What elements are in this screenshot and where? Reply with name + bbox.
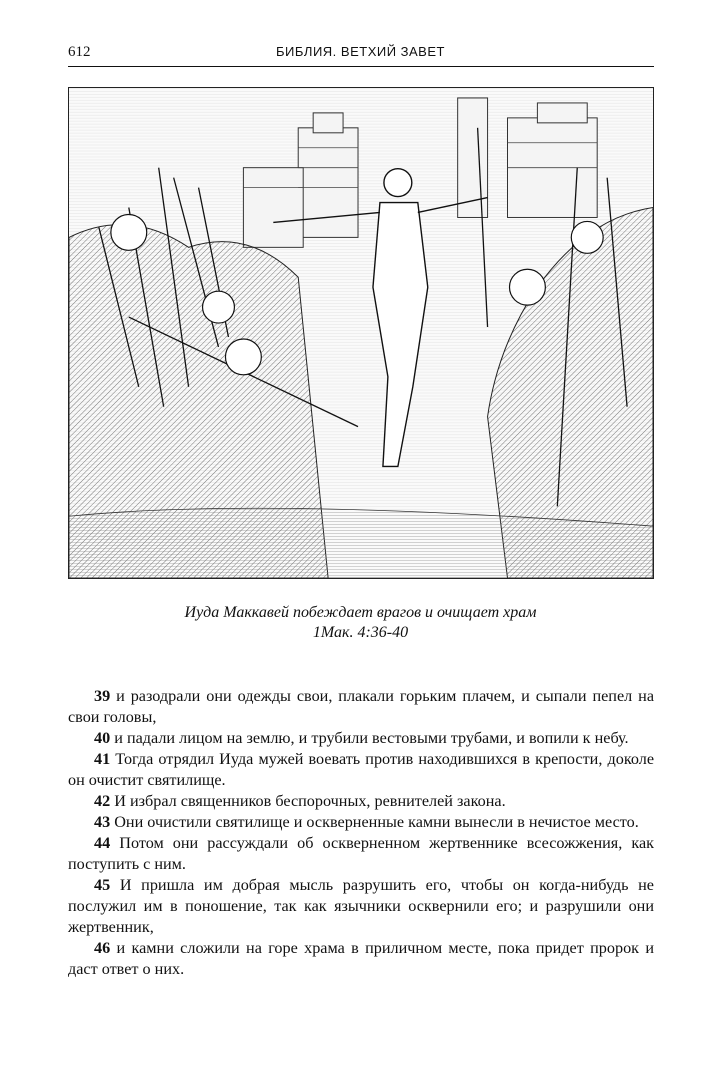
verse-40 [68, 728, 654, 749]
verse-45 [68, 875, 654, 938]
verse-number: 42 [94, 792, 111, 810]
running-title: БИБЛИЯ. ВЕТХИЙ ЗАВЕТ [276, 44, 445, 59]
verse-44 [68, 833, 654, 875]
verse-43 [68, 812, 654, 833]
verse-text: Потом они рассуждали об оскверненном жертвеннике всесожжения, как поступить с ним. [68, 834, 655, 873]
verse-number: 43 [94, 813, 111, 831]
illustration-caption [0, 603, 721, 643]
verse-39 [68, 686, 654, 728]
engraving-illustration [68, 87, 654, 579]
verse-number: 46 [94, 939, 111, 957]
verse-number: 39 [94, 687, 111, 705]
header-rule [68, 66, 654, 67]
verse-number: 40 [94, 729, 111, 747]
verse-number: 45 [94, 876, 111, 894]
verse-number: 41 [94, 750, 111, 768]
verse-41 [68, 749, 654, 791]
verse-text: И пришла им добрая мысль разрушить его, чтобы он когда-нибудь не послужил им в поношение, так как язычники осквернили его; и разрушили они жертвенник, [68, 876, 654, 936]
verse-number: 44 [94, 834, 111, 852]
verse-46 [68, 938, 654, 980]
verse-text: и разодрали они одежды свои, плакали горьким плачем, и сыпали пепел на свои головы, [68, 687, 655, 726]
page-number: 612 [68, 44, 91, 60]
verse-42 [68, 791, 654, 812]
caption-title: Иуда Маккавей побеждает врагов и очищает храм [184, 604, 537, 621]
verse-text: Они очистили святилище и оскверненные камни вынесли в нечистое место. [114, 813, 639, 831]
verse-text: Тогда отрядил Иуда мужей воевать против находившихся в крепости, доколе он очистит святилище. [68, 750, 655, 789]
verse-text: и падали лицом на землю, и трубили вестовыми трубами, и вопили к небу. [114, 729, 629, 747]
verse-text: И избрал священников беспорочных, ревнителей закона. [114, 792, 506, 810]
engraving-drawing [69, 88, 653, 578]
verse-text: и камни сложили на горе храма в приличном месте, пока придет пророк и даст ответ о них. [68, 939, 655, 978]
verse-text [68, 686, 654, 980]
caption-reference: 1Мак. 4:36-40 [312, 624, 409, 641]
